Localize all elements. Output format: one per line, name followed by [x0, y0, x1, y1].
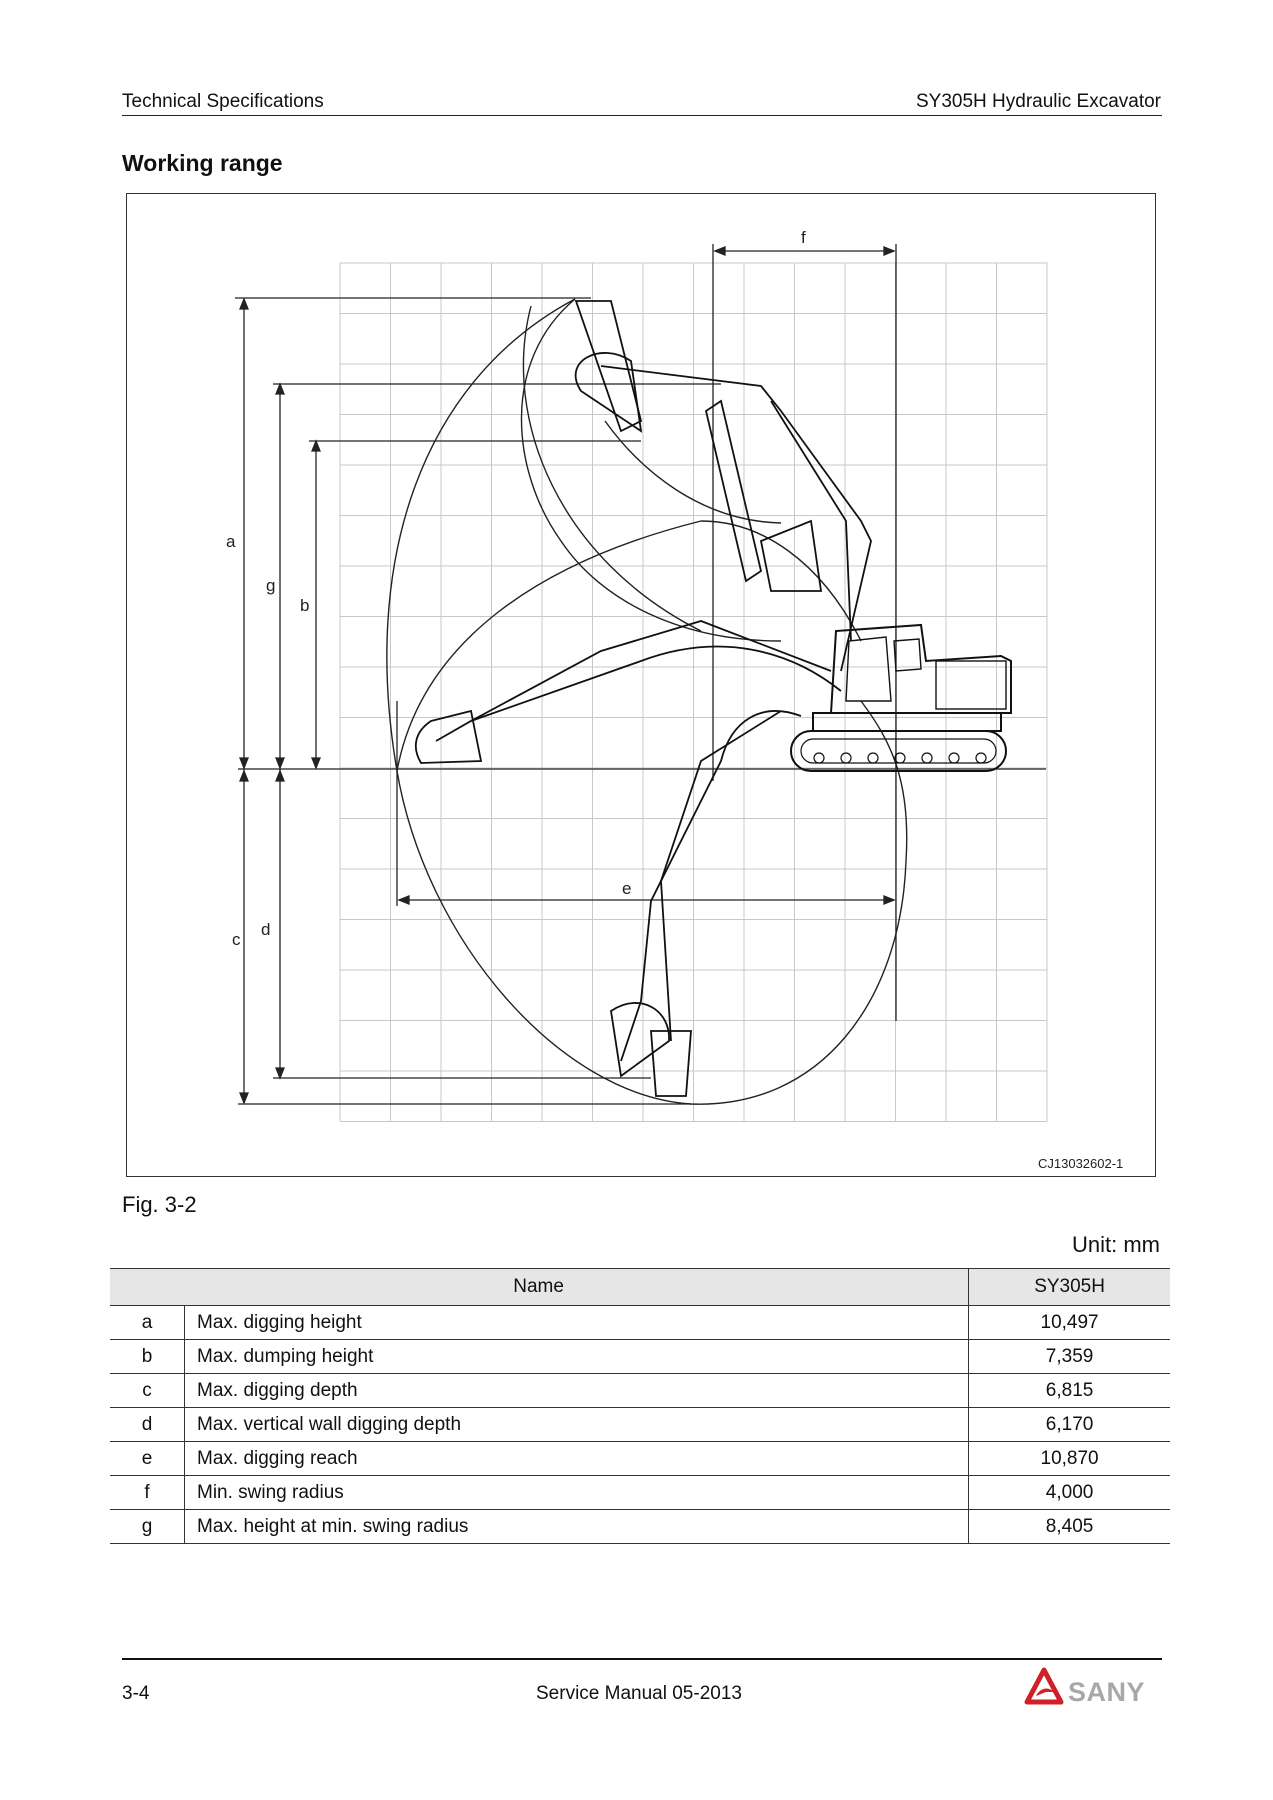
track-roller: [814, 753, 824, 763]
row-letter: e: [110, 1442, 185, 1476]
row-value: 6,170: [969, 1408, 1170, 1442]
header-right-title: SY305H Hydraulic Excavator: [916, 91, 1161, 112]
row-value: 10,497: [969, 1306, 1170, 1340]
dim-label-a: a: [226, 532, 236, 551]
table-body: [110, 1306, 1170, 1544]
row-name: Max. digging depth: [185, 1374, 969, 1408]
header-name: Name: [110, 1269, 969, 1306]
figure-id-code: CJ13032602-1: [1038, 1156, 1124, 1171]
envelope-curves: [387, 299, 907, 1104]
dim-label-e: e: [622, 879, 632, 898]
grid: [340, 263, 1047, 1122]
row-value: 6,815: [969, 1374, 1170, 1408]
row-value: 4,000: [969, 1476, 1170, 1510]
working-range-figure: [126, 193, 1156, 1177]
table-row: [110, 1442, 1170, 1476]
header-rule: [122, 115, 1162, 116]
row-letter: f: [110, 1476, 185, 1510]
table-row: [110, 1408, 1170, 1442]
table-row: [110, 1510, 1170, 1544]
table-row: [110, 1476, 1170, 1510]
dimension-labels: [226, 228, 1123, 1171]
section-title: Working range: [122, 150, 283, 176]
track-roller: [949, 753, 959, 763]
header-left-title: Technical Specifications: [122, 91, 324, 112]
dim-label-d: d: [261, 920, 271, 939]
row-letter: c: [110, 1374, 185, 1408]
sany-logo-icon: [1024, 1666, 1164, 1710]
track-rollers: [814, 753, 986, 763]
figure-caption: Fig. 3-2: [122, 1192, 197, 1217]
dim-label-c: c: [232, 930, 241, 949]
row-name: Min. swing radius: [185, 1476, 969, 1510]
sany-logo: [1024, 1666, 1164, 1715]
track-roller: [868, 753, 878, 763]
brand-name: SANY: [1068, 1677, 1146, 1707]
track-roller: [922, 753, 932, 763]
footer-manual-title: Service Manual 05-2013: [536, 1683, 742, 1704]
row-value: 8,405: [969, 1510, 1170, 1544]
dim-label-f: f: [801, 228, 806, 247]
row-name: Max. digging reach: [185, 1442, 969, 1476]
dimension-lines: [235, 244, 896, 1104]
row-letter: a: [110, 1306, 185, 1340]
working-range-diagram: [127, 194, 1157, 1178]
dim-label-g: g: [266, 576, 276, 595]
unit-label: Unit: mm: [1072, 1232, 1160, 1257]
header-model: SY305H: [969, 1269, 1170, 1306]
dim-label-b: b: [300, 596, 310, 615]
excavator-body: [791, 625, 1011, 771]
table-row: [110, 1340, 1170, 1374]
row-name: Max. height at min. swing radius: [185, 1510, 969, 1544]
row-letter: g: [110, 1510, 185, 1544]
track-roller: [841, 753, 851, 763]
table-header-row: [110, 1269, 1170, 1306]
row-value: 10,870: [969, 1442, 1170, 1476]
specification-table: [110, 1268, 1170, 1544]
row-letter: d: [110, 1408, 185, 1442]
table-row: [110, 1306, 1170, 1340]
row-letter: b: [110, 1340, 185, 1374]
footer-rule: [122, 1658, 1162, 1660]
page-number: 3-4: [122, 1683, 150, 1704]
row-name: Max. dumping height: [185, 1340, 969, 1374]
row-value: 7,359: [969, 1340, 1170, 1374]
table-row: [110, 1374, 1170, 1408]
track-roller: [976, 753, 986, 763]
row-name: Max. digging height: [185, 1306, 969, 1340]
row-name: Max. vertical wall digging depth: [185, 1408, 969, 1442]
